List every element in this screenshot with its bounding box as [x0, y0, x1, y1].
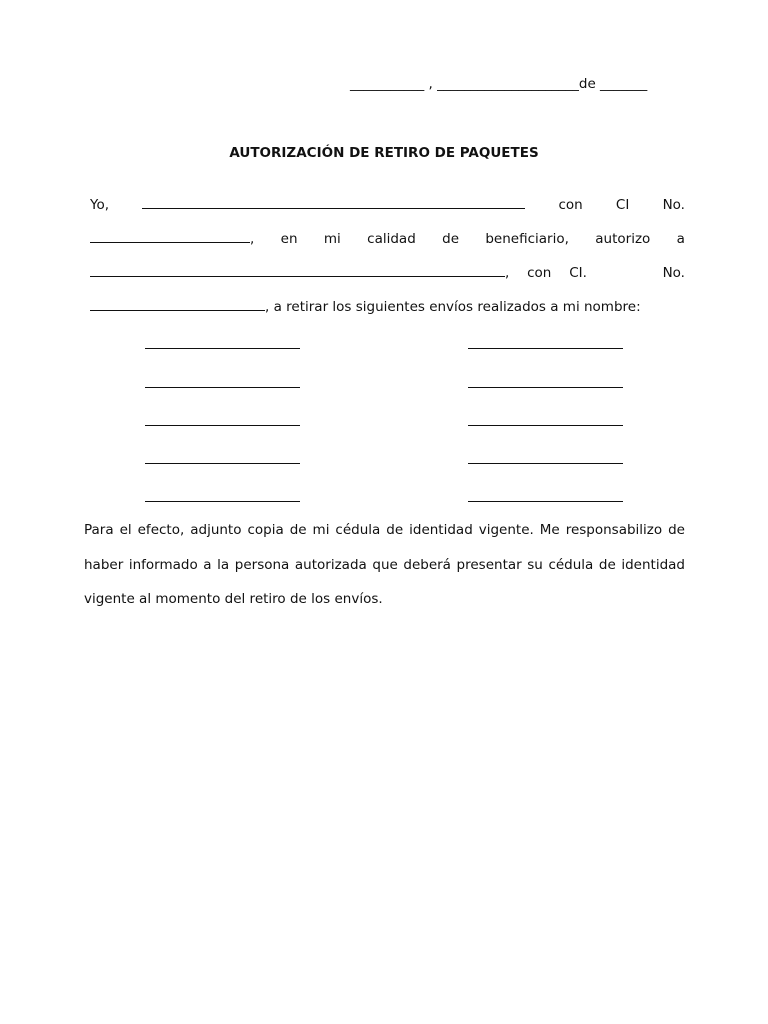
shipment-blank-right-3[interactable]: [468, 425, 623, 426]
name-blank[interactable]: [142, 196, 525, 209]
comma: ,: [250, 231, 255, 247]
shipment-blank-right-1[interactable]: [468, 348, 623, 349]
word-ci: CI.: [569, 265, 587, 281]
word-yo: Yo,: [90, 197, 110, 213]
ci-blank-group: [90, 230, 254, 247]
shipment-blank-left-2[interactable]: [145, 387, 300, 388]
word-no: No.: [662, 265, 685, 281]
word-mi: mi: [323, 231, 341, 247]
word-en: en: [280, 231, 298, 247]
word-calidad: calidad: [367, 231, 416, 247]
authorized-ci-blank[interactable]: [90, 298, 265, 311]
line-1: [90, 196, 685, 213]
authorized-blank-group: [90, 264, 509, 281]
line-4: [90, 298, 685, 315]
shipment-blank-right-4[interactable]: [468, 463, 623, 464]
word-a: a: [676, 231, 685, 247]
shipment-blank-left-4[interactable]: [145, 463, 300, 464]
closing-paragraph: Para el efecto, adjunto copia de mi cédula de identidad vigente. Me responsabilizo de haber informado a la persona autorizada que deberá presentar su cédula de identidad vigente al momento del retiro de los envíos.: [84, 522, 685, 607]
word-no: No.: [662, 197, 685, 213]
word-beneficiario: beneficiario,: [485, 231, 569, 247]
word-ci: CI: [615, 197, 630, 213]
line-2: [90, 230, 685, 247]
word-con: con: [527, 265, 552, 281]
shipment-blank-right-5[interactable]: [468, 501, 623, 502]
ci-number-blank[interactable]: [90, 230, 250, 243]
date-line: ___________ , _____________________de _______: [350, 76, 648, 92]
shipment-blank-left-5[interactable]: [145, 501, 300, 502]
shipment-blank-right-2[interactable]: [468, 387, 623, 388]
line-3: [90, 264, 685, 281]
word-autorizo: autorizo: [595, 231, 651, 247]
document-title: AUTORIZACIÓN DE RETIRO DE PAQUETES: [229, 145, 539, 161]
comma: ,: [505, 265, 510, 281]
authorized-name-blank[interactable]: [90, 264, 505, 277]
word-de: de: [442, 231, 459, 247]
line-4-text: , a retirar los siguientes envíos realizados a mi nombre:: [265, 299, 641, 315]
word-con: con: [558, 197, 583, 213]
shipment-blank-left-1[interactable]: [145, 348, 300, 349]
shipment-blank-left-3[interactable]: [145, 425, 300, 426]
